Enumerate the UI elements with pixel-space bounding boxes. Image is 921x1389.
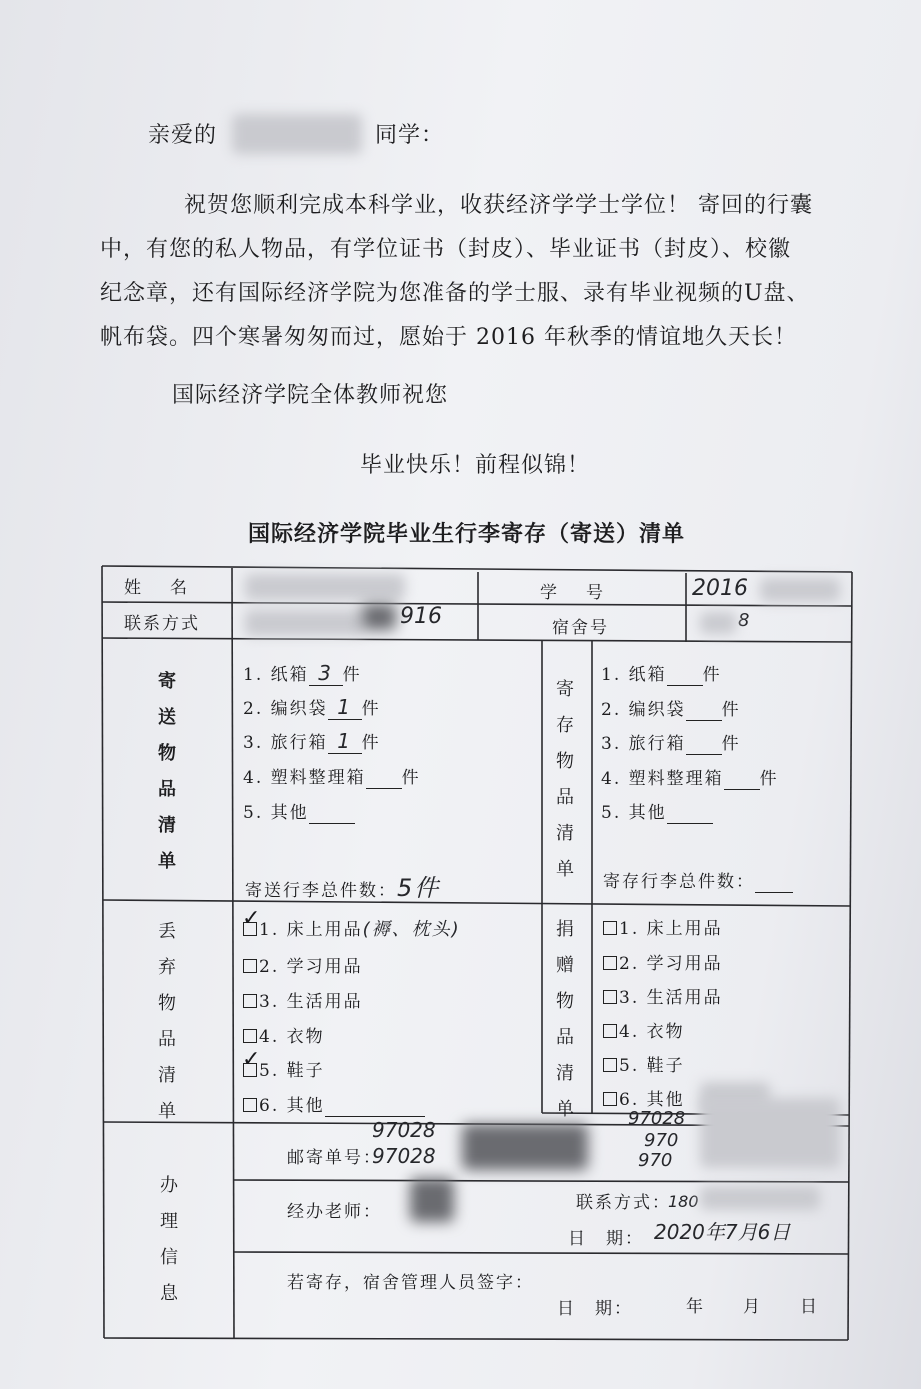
checkbox-icon[interactable] xyxy=(603,1058,617,1072)
donate-item-6: 6. 其他 xyxy=(603,1085,685,1110)
process-date2-label: 日 期： xyxy=(557,1299,633,1319)
donate-item-1: 1. 床上用品 xyxy=(603,914,723,939)
dorm-value: 8 xyxy=(738,610,750,631)
tracking-number-2: 97028 xyxy=(372,1144,436,1168)
store-item-1: 1. 纸箱 件 xyxy=(601,665,722,685)
student-id-value: 2016 xyxy=(692,576,748,601)
greeting-prefix: 亲爱的 xyxy=(148,123,218,148)
letter-sign-line: 国际经济学院全体教师祝您 xyxy=(172,383,449,408)
contact-value: 916 xyxy=(400,604,442,629)
letter-line-2: 中，有您的私人物品，有学位证书（封皮）、毕业证书（封皮）、校徽 xyxy=(100,237,792,262)
store-item-2: 2. 编织袋 件 xyxy=(601,700,741,720)
dorm-label: 宿舍号 xyxy=(552,618,609,638)
dorm-sign-label: 若寄存，宿舍管理人员签字： xyxy=(287,1273,534,1293)
send-item-1: 1. 纸箱 3 件 xyxy=(243,661,362,685)
tracking-number-3: 97028 xyxy=(628,1108,686,1129)
process-section-label: 办理信息 xyxy=(160,1175,178,1304)
checkbox-icon[interactable] xyxy=(243,1098,257,1112)
donate-item-4: 4. 衣物 xyxy=(603,1017,685,1042)
checkbox-icon[interactable] xyxy=(243,959,257,973)
redacted-process-contact xyxy=(700,1186,820,1210)
redacted-student-name xyxy=(245,574,405,600)
store-item-4: 4. 塑料整理箱 件 xyxy=(601,769,779,789)
send-item-2: 2. 编织袋 1 件 xyxy=(243,695,381,719)
store-item-3: 3. 旅行箱 件 xyxy=(601,734,741,754)
student-id-label: 学 号 xyxy=(540,583,609,603)
store-item-5: 5. 其他 xyxy=(601,798,713,824)
send-item-3: 3. 旅行箱 1 件 xyxy=(243,729,381,753)
checkbox-icon[interactable] xyxy=(603,956,617,970)
process-contact-value: 180 xyxy=(668,1192,699,1211)
checkbox-icon[interactable] xyxy=(243,994,257,1008)
donate-section-label: 捐赠物品清单 xyxy=(556,919,574,1120)
discard-item-3: 3. 生活用品 xyxy=(243,987,363,1012)
discard-item-1: 1. 床上用品(褥、枕头) xyxy=(243,915,461,941)
redacted-tracking-2 xyxy=(700,1098,840,1168)
donate-item-2: 2. 学习用品 xyxy=(603,949,723,974)
tracking-number-4: 970 xyxy=(644,1130,679,1151)
contact-label: 联系方式 xyxy=(124,614,200,634)
checkbox-icon[interactable] xyxy=(603,1092,617,1106)
tracking-number-1: 97028 xyxy=(372,1118,436,1142)
send-item-4: 4. 塑料整理箱 件 xyxy=(243,768,421,788)
process-date2-suffix: 年 月 日 xyxy=(686,1297,819,1317)
discard-item-5: 5. 鞋子 xyxy=(243,1056,325,1081)
discard-item-2: 2. 学习用品 xyxy=(243,952,363,977)
discard-section-label: 丢弃物品清单 xyxy=(158,921,176,1122)
form-title: 国际经济学院毕业生行李寄存（寄送）清单 xyxy=(248,522,686,547)
check-mark-5: ✓ xyxy=(242,1047,261,1072)
greeting-suffix: 同学： xyxy=(375,123,445,148)
process-contact-label: 联系方式： xyxy=(576,1193,671,1213)
letter-line-3: 纪念章，还有国际经济学院为您准备的学士服、录有毕业视频的U盘、 xyxy=(100,281,810,306)
checkbox-icon[interactable] xyxy=(603,990,617,1004)
redacted-dorm xyxy=(700,612,736,634)
process-date-value: 2020年7月6日 xyxy=(654,1220,791,1244)
send-section-label: 寄送物品清单 xyxy=(158,671,176,872)
send-total: 寄送行李总件数：5件 xyxy=(245,874,441,902)
tracking-label: 邮寄单号： xyxy=(287,1148,382,1168)
discard-item-6: 6. 其他 xyxy=(243,1091,425,1117)
discard-item-4: 4. 衣物 xyxy=(243,1022,325,1047)
donate-item-5: 5. 鞋子 xyxy=(603,1051,685,1076)
send-item-5: 5. 其他 xyxy=(243,798,355,824)
redacted-phone xyxy=(245,610,365,636)
tracking-number-5: 970 xyxy=(638,1150,673,1171)
check-mark-1: ✓ xyxy=(242,906,261,931)
checkbox-icon[interactable] xyxy=(603,921,617,935)
letter-line-4: 帆布袋。四个寒暑匆匆而过，愿始于 2016 年秋季的情谊地久天长！ xyxy=(100,325,797,350)
redacted-tracking-1 xyxy=(462,1124,588,1170)
name-label: 姓 名 xyxy=(124,578,193,598)
checkbox-icon[interactable] xyxy=(603,1024,617,1038)
redacted-student-id xyxy=(760,578,840,602)
store-total: 寄存行李总件数： xyxy=(603,867,793,893)
store-section-label: 寄存物品清单 xyxy=(556,679,574,880)
letter-line-1: 祝贺您顺利完成本科学业，收获经济学学士学位！ 寄回的行囊 xyxy=(184,193,813,218)
process-date-label: 日 期： xyxy=(568,1229,644,1249)
teacher-label: 经办老师： xyxy=(287,1202,382,1222)
redacted-teacher xyxy=(410,1178,454,1222)
letter-wish-line: 毕业快乐！前程似锦！ xyxy=(360,453,591,478)
checkbox-icon[interactable] xyxy=(243,1029,257,1043)
donate-item-3: 3. 生活用品 xyxy=(603,983,723,1008)
redacted-phone-dark xyxy=(362,604,396,630)
